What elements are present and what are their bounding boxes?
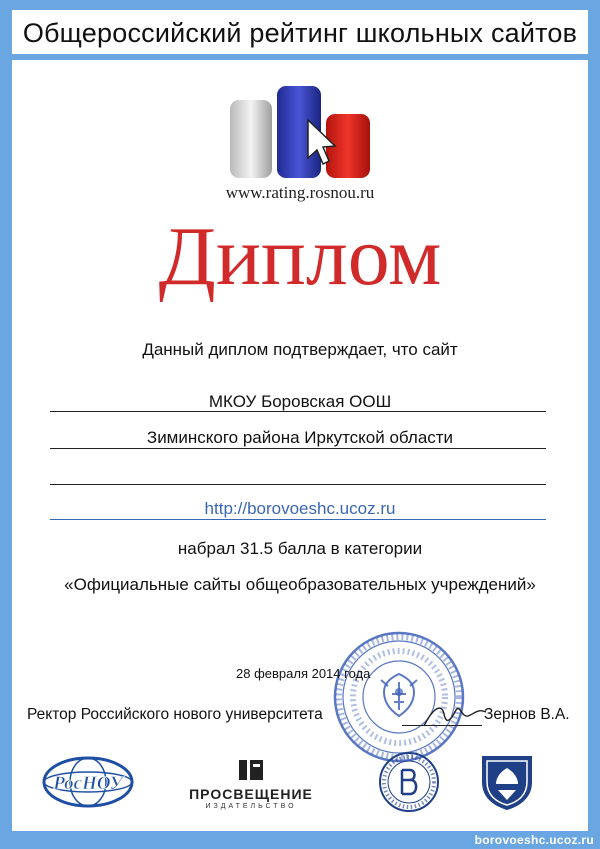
svg-text:РосНОУ: РосНОУ	[53, 773, 123, 794]
rosnou-logo	[40, 752, 136, 812]
hse-logo	[372, 750, 446, 814]
signer-title: Ректор Российского нового университета	[27, 706, 323, 723]
category-text: «Официальные сайты общеобразовательных учреждений»	[64, 575, 536, 594]
prosveshchenie-emblem-icon	[236, 758, 266, 782]
watermark: borovoeshc.ucoz.ru	[474, 833, 594, 847]
school-region: Зиминского района Иркутской области	[146, 428, 454, 447]
page-title: Общероссийский рейтинг школьных сайтов	[22, 18, 578, 48]
underline-4	[50, 519, 546, 520]
university-emblem-logo	[478, 752, 536, 812]
rating-logo	[228, 84, 372, 180]
rating-url: www.rating.rosnou.ru	[225, 183, 375, 202]
underline-2	[50, 448, 546, 449]
site-link[interactable]: http://borovoeshc.ucoz.ru	[204, 499, 396, 518]
underline-3	[50, 484, 546, 485]
prosveshchenie-title: ПРОСВЕЩЕНИЕ	[189, 786, 313, 802]
seal-stamp-icon	[332, 630, 466, 764]
school-name: МКОУ Боровская ООШ	[208, 392, 392, 411]
confirm-text: Данный диплом подтверждает, что сайт	[142, 340, 458, 359]
title-bar	[12, 10, 588, 60]
underline-1	[50, 411, 546, 412]
signer-name: Зернов В.А.	[484, 706, 570, 723]
issue-date: 28 февраля 2014 года	[236, 666, 371, 681]
signature-icon	[420, 700, 490, 734]
prosveshchenie-sub: ИЗДАТЕЛЬСТВО	[205, 803, 297, 810]
diploma-heading: Диплом	[158, 210, 442, 303]
score-text: набрал 31.5 балла в категории	[177, 539, 423, 558]
prosveshchenie-logo	[178, 758, 324, 812]
